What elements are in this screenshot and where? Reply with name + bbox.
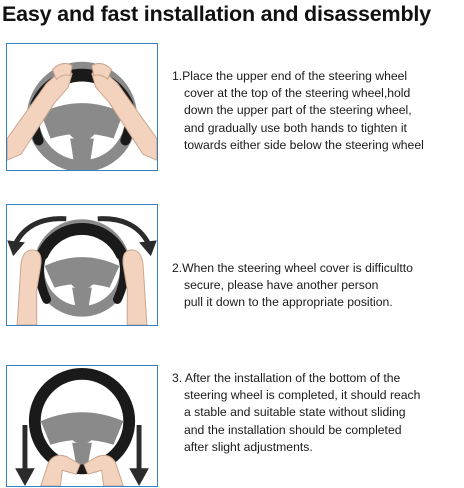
- steering-wheel-illustration-1: [7, 44, 157, 170]
- steering-wheel-illustration-3: [7, 366, 157, 486]
- illustration-step-1: [6, 43, 158, 171]
- step-2-text: 2.When the steering wheel cover is difficultto secure, please have another person pull it down to the appropriate position.: [172, 261, 413, 310]
- steering-wheel-hub: [66, 109, 98, 141]
- left-hand: [17, 250, 41, 325]
- step-1-text: 1.Place the upper end of the steering wheel cover at the top of the steering wheel,hold down the upper part of the steering wheel, and gradually use both hands to tighten it towards either side below the steering wheel: [172, 69, 424, 152]
- right-hand: [123, 250, 147, 325]
- wheel-cover: [43, 229, 122, 254]
- illustration-step-3: [6, 365, 158, 487]
- illustration-step-2: [6, 204, 158, 326]
- page-title: Easy and fast installation and disassembly: [2, 2, 431, 26]
- steering-wheel-illustration-2: [7, 205, 157, 325]
- step-3-text: 3. After the installation of the bottom of the steering wheel is completed, it should reach a stable and suitable state without sliding and the installation should be completed after slight adjustments.: [172, 371, 421, 454]
